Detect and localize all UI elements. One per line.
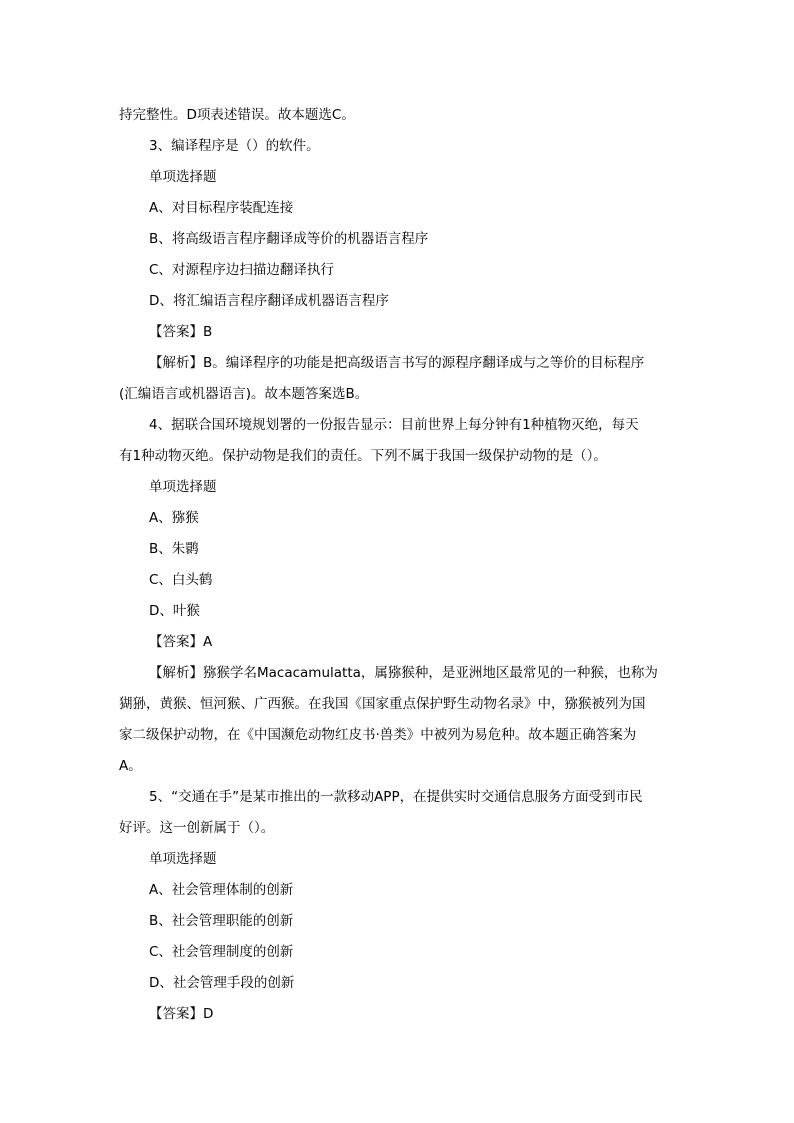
question-5-option-b: B、社会管理职能的创新 [149, 913, 294, 929]
question-4-stem-cont: 有1种动物灭绝。保护动物是我们的责任。下列不属于我国一级保护动物的是（）。 [119, 448, 607, 464]
question-3-analysis-cont: (汇编语言或机器语言)。故本题答案选B。 [119, 386, 369, 402]
question-5-answer: 【答案】D [149, 1006, 214, 1022]
question-4-option-a: A、猕猴 [149, 510, 199, 526]
question-3-stem: 3、编译程序是（）的软件。 [149, 138, 320, 154]
question-3-answer: 【答案】B [149, 324, 213, 340]
question-4-analysis-cont-2: 家二级保护动物，在《中国濒危动物红皮书·兽类》中被列为易危种。故本题正确答案为 [119, 727, 637, 743]
question-4-stem: 4、据联合国环境规划署的一份报告显示：目前世界上每分钟有1种植物灭绝，每天 [149, 417, 639, 433]
question-3-option-d: D、将汇编语言程序翻译成机器语言程序 [149, 293, 389, 309]
document-page [119, 100, 677, 1030]
question-4-answer: 【答案】A [149, 634, 213, 650]
question-3-option-b: B、将高级语言程序翻译成等价的机器语言程序 [149, 231, 429, 247]
question-3-type: 单项选择题 [149, 169, 217, 185]
question-3-analysis: 【解析】B。编译程序的功能是把高级语言书写的源程序翻译成与之等价的目标程序 [149, 355, 645, 371]
question-5-option-d: D、社会管理手段的创新 [149, 975, 295, 991]
question-4-analysis-cont-3: A。 [119, 758, 142, 774]
question-3-option-c: C、对源程序边扫描边翻译执行 [149, 262, 334, 278]
question-4-option-c: C、白头鹤 [149, 572, 213, 588]
question-3-option-a: A、对目标程序装配连接 [149, 200, 294, 216]
question-4-type: 单项选择题 [149, 479, 217, 495]
question-5-stem-cont: 好评。这一创新属于（）。 [119, 820, 275, 836]
question-5-option-c: C、社会管理制度的创新 [149, 944, 294, 960]
question-4-analysis-cont-1: 猢狲，黄猴、恒河猴、广西猴。在我国《国家重点保护野生动物名录》中，猕猴被列为国 [119, 696, 646, 712]
question-5-type: 单项选择题 [149, 851, 217, 867]
question-4-option-d: D、叶猴 [149, 603, 200, 619]
question-4-analysis: 【解析】猕猴学名Macacamulatta，属猕猴种，是亚洲地区最常见的一种猴，也称为 [149, 665, 658, 681]
question-5-option-a: A、社会管理体制的创新 [149, 882, 294, 898]
question-5-stem: 5、“交通在手”是某市推出的一款移动APP，在提供实时交通信息服务方面受到市民 [149, 789, 643, 805]
question-4-option-b: B、朱鹮 [149, 541, 199, 557]
text-line-continuation: 持完整性。D项表述错误。故本题选C。 [119, 107, 355, 123]
